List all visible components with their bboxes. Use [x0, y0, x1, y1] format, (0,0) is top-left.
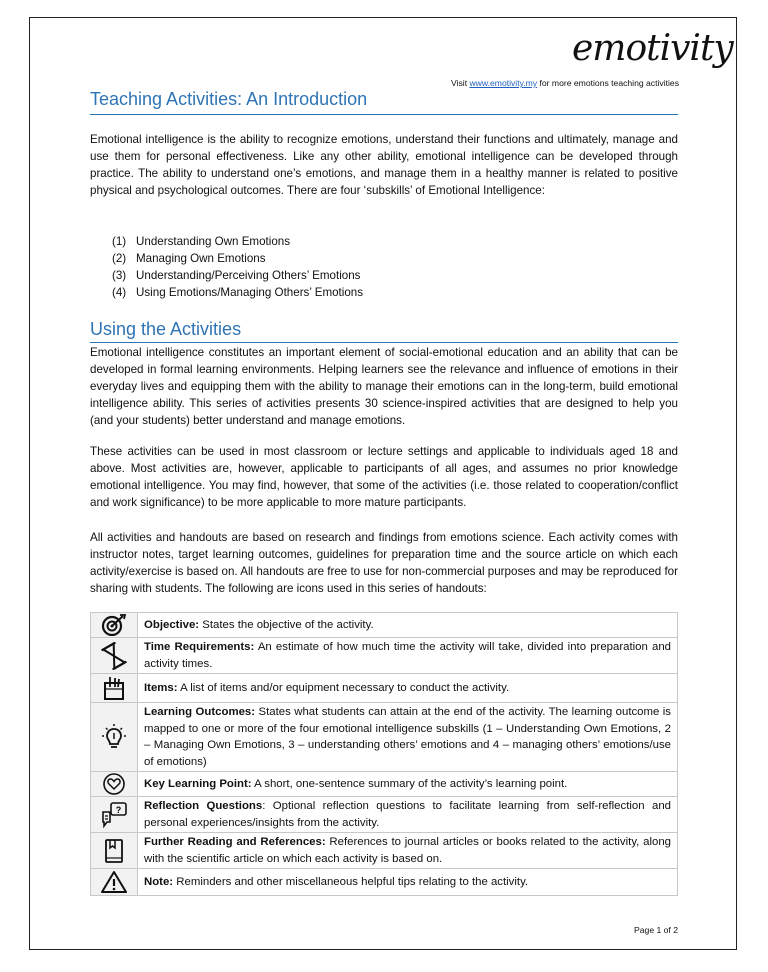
svg-text:?: ?	[115, 804, 122, 815]
table-row: ? Reflection Questions: Optional reflection questions to facilitate learning from self-reflection and personal experiences/insights from the activity.	[91, 797, 678, 833]
website-link[interactable]: www.emotivity.my	[469, 78, 538, 88]
heart-icon	[92, 773, 136, 795]
using-heading-rule	[90, 342, 678, 343]
visit-line: Visit www.emotivity.my for more emotions teaching activities	[451, 78, 679, 88]
table-row: Key Learning Point: A short, one-sentence summary of the activity’s learning point.	[91, 772, 678, 797]
table-row: Items: A list of items and/or equipment necessary to conduct the activity.	[91, 674, 678, 703]
icon-legend-table	[90, 612, 678, 896]
list-item: (2) Managing Own Emotions	[112, 252, 266, 265]
target-icon	[92, 614, 136, 636]
page-number: Page 1 of 2	[634, 925, 678, 935]
table-row: Time Requirements: An estimate of how much time the activity will take, divided into preparation and activity times.	[91, 638, 678, 674]
emotivity-logo: emotivity	[572, 28, 733, 69]
using-paragraph-2: These activities can be used in most classroom or lecture settings and applicable to individuals aged 18 and above. Most activities are, however, applicable to participants of all ages, and assumes no prior knowledge emotional intelligence. You may find, however, that some of the activities (i.e. those related to cooperation/conflict and work significance) to be more applicable to more mature participants.	[90, 445, 678, 509]
using-paragraph-3: All activities and handouts are based on research and findings from emotions science. Each activity comes with instructor notes, target learning outcomes, guidelines for preparation time and the source article on which each activity/exercise is based on. All handouts are free to use for non-commercial purposes and may be reproduced for sharing with students. The following are icons used in this series of handouts:	[90, 531, 678, 595]
table-row: Note: Reminders and other miscellaneous helpful tips relating to the activity.	[91, 869, 678, 896]
table-row: Objective: States the objective of the activity.	[91, 613, 678, 638]
items-icon	[92, 675, 136, 701]
using-heading: Using the Activities	[90, 319, 242, 339]
using-paragraph-1: Emotional intelligence constitutes an important element of social-emotional education and an ability that can be developed in formal learning environments. Helping learners see the relevance and influence of emotions in their everyday lives and equipping them with the ability to manage their emotions can in the long-term, build emotional intelligence ability. This series of activities presents 30 science-inspired activities that are designed to help you (and your students) better understand and manage emotions.	[90, 346, 678, 427]
intro-paragraph: Emotional intelligence is the ability to recognize emotions, understand their functions and ultimately, manage and use them for personal effectiveness. Like any other ability, emotional intelligence can be developed through practice. The ability to understand one’s emotions, and manage them in a healthy manner is related to positive physical and psychological outcomes. There are four ‘subskills’ of Emotional Intelligence:	[90, 133, 678, 197]
table-row: Further Reading and References: References to journal articles or books related to the activity, along with the scientific article on which each activity is based on.	[91, 833, 678, 869]
hourglass-icon	[92, 642, 136, 670]
intro-heading-rule	[90, 114, 678, 115]
warning-icon	[92, 870, 136, 894]
list-item: (1) Understanding Own Emotions	[112, 235, 291, 248]
table-row: Learning Outcomes: States what students can attain at the end of the activity. The learning outcome is mapped to one or more of the four emotional intelligence subskills (1 – Understanding Own Emotions, 2 – Managing Own Emotions, 3 – understanding others’ emotions and 4 – managing others’ emotions/use of emotions)	[91, 703, 678, 772]
intro-heading: Teaching Activities: An Introduction	[90, 89, 368, 109]
lightbulb-icon	[92, 723, 136, 751]
chat-question-icon	[92, 801, 136, 829]
book-icon	[92, 838, 136, 864]
list-item: (3) Understanding/Perceiving Others’ Emotions	[112, 269, 361, 282]
list-item: (4) Using Emotions/Managing Others’ Emotions	[112, 286, 364, 299]
subskill-list	[112, 233, 363, 301]
